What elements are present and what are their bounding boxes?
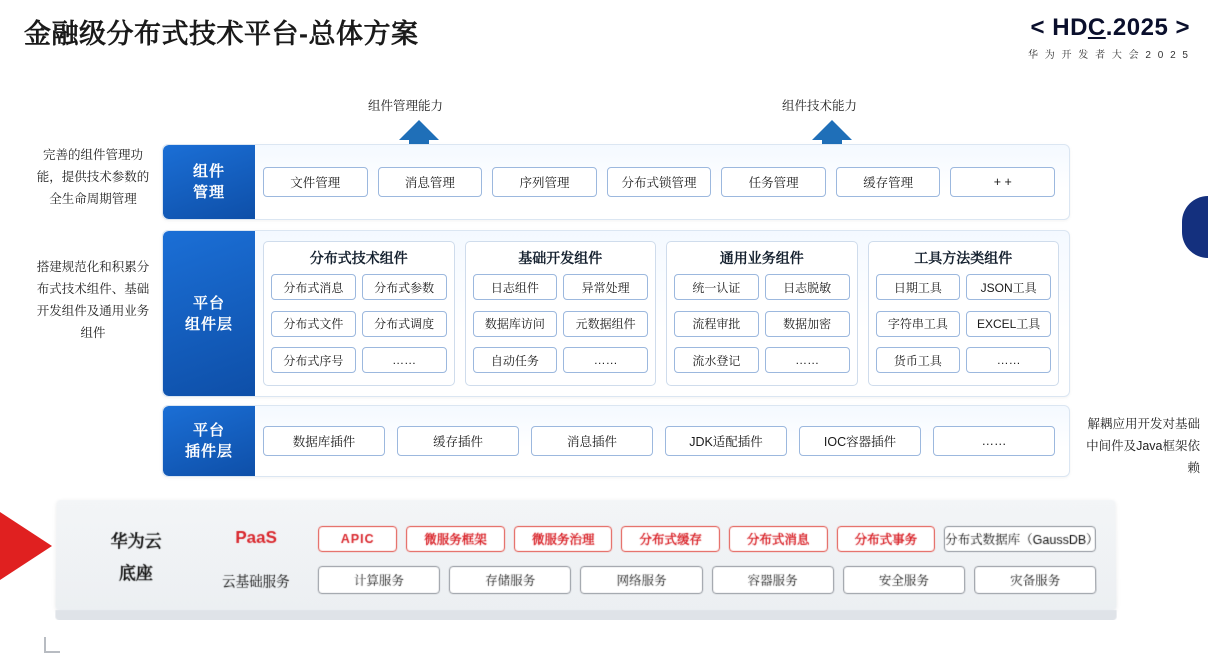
chip-cache-management[interactable]: 缓存管理 [836, 167, 941, 197]
chip-message-plugin[interactable]: 消息插件 [531, 426, 653, 456]
callout-label-left: 组件管理能力 [368, 99, 444, 113]
cloud-infra-service-items [318, 566, 1097, 594]
chip-ioc-container-plugin[interactable]: IOC容器插件 [799, 426, 921, 456]
base-title [88, 526, 185, 590]
group-basic-development-components [465, 241, 657, 386]
group-items [271, 274, 447, 378]
group-items [674, 274, 850, 378]
group-title: 基础开发组件 [518, 250, 603, 266]
hdc-brand-underline: C [1087, 14, 1106, 41]
band-platform-plugin-layer [162, 405, 1070, 477]
chip-distributed-lock-management[interactable]: 分布式锁管理 [607, 167, 712, 197]
chip-distributed-transaction[interactable]: 分布式事务 [837, 526, 936, 552]
group-title: 工具方法类组件 [914, 250, 1013, 266]
chip-more-3[interactable]: …… [765, 347, 850, 373]
group-items [473, 274, 649, 378]
chip-string-tool[interactable]: 字符串工具 [876, 311, 961, 337]
band-platform-component-layer [162, 230, 1070, 397]
tab-label-line2: 组件层 [184, 315, 233, 333]
paas-service-items [318, 526, 1099, 552]
chip-file-management[interactable]: 文件管理 [263, 167, 368, 197]
band-platform-component-layer-tab [163, 231, 255, 396]
chip-network-service[interactable]: 网络服务 [580, 566, 702, 594]
chip-message-management[interactable]: 消息管理 [378, 167, 483, 197]
platform-component-groups [263, 241, 1059, 386]
group-items [876, 274, 1052, 378]
chip-disaster-recovery-service[interactable]: 灾备服务 [974, 566, 1096, 594]
chip-microservice-governance[interactable]: 微服务治理 [514, 526, 613, 552]
chip-jdk-adapter-plugin[interactable]: JDK适配插件 [665, 426, 787, 456]
chip-date-tool[interactable]: 日期工具 [876, 274, 961, 300]
hdc-brand-prefix: < HD [1030, 14, 1088, 41]
red-triangle-decoration [0, 512, 52, 580]
chip-distributed-parameter[interactable]: 分布式参数 [362, 274, 447, 300]
chip-distributed-file[interactable]: 分布式文件 [271, 311, 356, 337]
chip-auto-task[interactable]: 自动任务 [473, 347, 558, 373]
chip-exception-handling[interactable]: 异常处理 [563, 274, 648, 300]
chip-container-service[interactable]: 容器服务 [712, 566, 834, 594]
group-general-business-components [666, 241, 858, 386]
band-component-management [162, 144, 1070, 220]
left-note-1: 完善的组件管理功能，提供技术参数的全生命周期管理 [36, 148, 150, 206]
chip-distributed-sequence[interactable]: 分布式序号 [271, 347, 356, 373]
chip-security-service[interactable]: 安全服务 [843, 566, 965, 594]
tab-label-line1: 平台 [192, 294, 225, 312]
component-management-items [263, 167, 1055, 197]
group-title: 分布式技术组件 [309, 250, 408, 266]
group-title: 通用业务组件 [719, 250, 804, 266]
chip-add-more[interactable]: + + [950, 167, 1055, 197]
chip-log-component[interactable]: 日志组件 [473, 274, 558, 300]
chip-microservice-framework[interactable]: 微服务框架 [406, 526, 505, 552]
platform-plugin-items [263, 426, 1055, 456]
chip-database-access[interactable]: 数据库访问 [473, 311, 558, 337]
chip-json-tool[interactable]: JSON工具 [966, 274, 1051, 300]
chip-more-1[interactable]: …… [362, 347, 447, 373]
tab-label-line1: 组件 [192, 163, 225, 180]
page-title: 金融级分布式技术平台-总体方案 [24, 19, 419, 49]
chip-process-approval[interactable]: 流程审批 [674, 311, 759, 337]
blue-shape-decoration [1182, 196, 1208, 258]
band-platform-plugin-layer-tab [163, 406, 255, 476]
chip-more-plugin[interactable]: …… [933, 426, 1055, 456]
chip-data-encryption[interactable]: 数据加密 [765, 311, 850, 337]
chip-distributed-message[interactable]: 分布式消息 [271, 274, 356, 300]
corner-tick-decoration [44, 637, 60, 653]
hdc-brand-sub: 华 为 开 发 者 大 会 2 0 2 5 [1027, 50, 1190, 61]
chip-more-2[interactable]: …… [563, 347, 648, 373]
chip-distributed-database-gaussdb[interactable]: 分布式数据库（GaussDB） [944, 526, 1096, 552]
group-distributed-tech-components [263, 241, 455, 386]
chip-excel-tool[interactable]: EXCEL工具 [966, 311, 1051, 337]
huawei-cloud-base-panel [55, 500, 1116, 610]
chip-distributed-cache[interactable]: 分布式缓存 [621, 526, 720, 552]
chip-distributed-message-paas[interactable]: 分布式消息 [729, 526, 828, 552]
callout-label-right: 组件技术能力 [782, 99, 858, 113]
left-note-2: 搭建规范化和积累分布式技术组件、基础开发组件及通用业务组件 [36, 260, 150, 340]
cloud-base-label: 云基础服务 [222, 574, 290, 590]
chip-log-desensitization[interactable]: 日志脱敏 [765, 274, 850, 300]
base-title-line2: 底座 [118, 564, 153, 584]
chip-unified-auth[interactable]: 统一认证 [674, 274, 759, 300]
chip-compute-service[interactable]: 计算服务 [318, 566, 440, 594]
right-note-1: 解耦应用开发对基础中间件及Java框架依赖 [1086, 417, 1200, 475]
base-title-line1: 华为云 [110, 532, 162, 552]
paas-label: PaaS [235, 528, 277, 548]
tab-label-line2: 管理 [192, 184, 225, 201]
hdc-brand [1028, 14, 1190, 61]
group-tool-method-components [868, 241, 1060, 386]
chip-database-plugin[interactable]: 数据库插件 [263, 426, 385, 456]
chip-apic[interactable]: APIC [318, 526, 397, 552]
chip-currency-tool[interactable]: 货币工具 [876, 347, 961, 373]
hdc-brand-suffix: .2025 > [1105, 14, 1190, 41]
chip-cache-plugin[interactable]: 缓存插件 [397, 426, 519, 456]
chip-task-management[interactable]: 任务管理 [721, 167, 826, 197]
hdc-brand-main [1028, 14, 1190, 42]
chip-transaction-record[interactable]: 流水登记 [674, 347, 759, 373]
tab-label-line2: 插件层 [184, 443, 233, 460]
chip-more-4[interactable]: …… [966, 347, 1051, 373]
chip-distributed-scheduling[interactable]: 分布式调度 [362, 311, 447, 337]
chip-sequence-management[interactable]: 序列管理 [492, 167, 597, 197]
chip-metadata-component[interactable]: 元数据组件 [563, 311, 648, 337]
tab-label-line1: 平台 [192, 422, 225, 439]
band-component-management-tab [163, 145, 255, 219]
chip-storage-service[interactable]: 存储服务 [449, 566, 571, 594]
